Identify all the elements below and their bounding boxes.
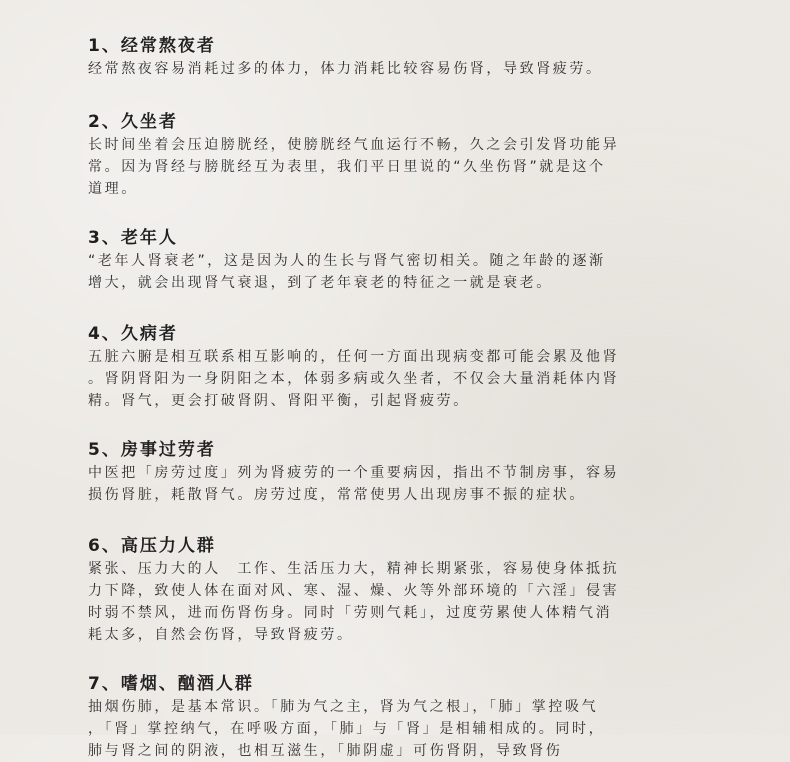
paragraph-line: 道理。 bbox=[88, 181, 138, 197]
section-heading: 5、房事过劳者 bbox=[88, 440, 216, 460]
article-content bbox=[88, 34, 708, 762]
paragraph-line: 长时间坐着会压迫膀胱经，使膀胱经气血运行不畅，久之会引发肾功能异 bbox=[88, 137, 620, 153]
section-heading: 6、高压力人群 bbox=[88, 536, 216, 556]
paragraph-line: 损伤肾脏，耗散肾气。房劳过度，常常使男人出现房事不振的症状。 bbox=[88, 487, 586, 503]
section-sedentary bbox=[88, 110, 708, 200]
section-late-night bbox=[88, 34, 708, 80]
paragraph-line: 增大，就会出现肾气衰退，到了老年衰老的特征之一就是衰老。 bbox=[88, 275, 553, 291]
section-heading: 7、嗜烟、酗酒人群 bbox=[88, 674, 254, 694]
paragraph-line: 精。肾气，更会打破肾阴、肾阳平衡，引起肾疲劳。 bbox=[88, 393, 470, 409]
paragraph-line: “老年人肾衰老”，这是因为人的生长与肾气密切相关。随之年龄的逐渐 bbox=[88, 253, 606, 269]
section-high-pressure bbox=[88, 534, 708, 646]
paragraph-line: 经常熬夜容易消耗过多的体力，体力消耗比较容易伤肾，导致肾疲劳。 bbox=[88, 61, 603, 77]
section-elderly bbox=[88, 226, 708, 294]
section-chronic-illness bbox=[88, 322, 708, 412]
section-heading: 3、老年人 bbox=[88, 228, 178, 248]
paragraph-line: 时弱不禁风，进而伤肾伤身。同时「劳则气耗」，过度劳累使人体精气消 bbox=[88, 605, 613, 621]
paragraph-line: 耗太多，自然会伤肾，导致肾疲劳。 bbox=[88, 627, 354, 643]
section-heading: 1、经常熬夜者 bbox=[88, 36, 216, 56]
paragraph-line: 力下降，致使人体在面对风、寒、湿、燥、火等外部环境的「六淫」侵害 bbox=[88, 583, 620, 599]
paragraph-line: 。肾阴肾阳为一身阴阳之本，体弱多病或久坐者，不仅会大量消耗体内肾 bbox=[88, 371, 620, 387]
section-heading: 4、久病者 bbox=[88, 324, 178, 344]
section-smoking-drinking bbox=[88, 672, 708, 762]
paragraph-line: 紧张、压力大的人 工作、生活压力大，精神长期紧张，容易使身体抵抗 bbox=[88, 561, 620, 577]
paragraph-line: 常。因为肾经与膀胱经互为表里，我们平日里说的“久坐伤肾”就是这个 bbox=[88, 159, 606, 175]
section-heading: 2、久坐者 bbox=[88, 112, 178, 132]
paragraph-line: 五脏六腑是相互联系相互影响的，任何一方面出现病变都可能会累及他肾 bbox=[88, 349, 620, 365]
section-excessive-sex bbox=[88, 438, 708, 506]
paragraph-line: ，「肾」掌控纳气，在呼吸方面，「肺」与「肾」是相辅相成的。同时， bbox=[88, 721, 606, 737]
paragraph-line: 肺与肾之间的阴液，也相互滋生，「肺阴虚」可伤肾阴，导致肾伤 bbox=[88, 743, 563, 759]
paragraph-line: 抽烟伤肺，是基本常识。「肺为气之主，肾为气之根」，「肺」掌控吸气 bbox=[88, 699, 599, 715]
paragraph-line: 中医把「房劳过度」列为肾疲劳的一个重要病因，指出不节制房事，容易 bbox=[88, 465, 620, 481]
